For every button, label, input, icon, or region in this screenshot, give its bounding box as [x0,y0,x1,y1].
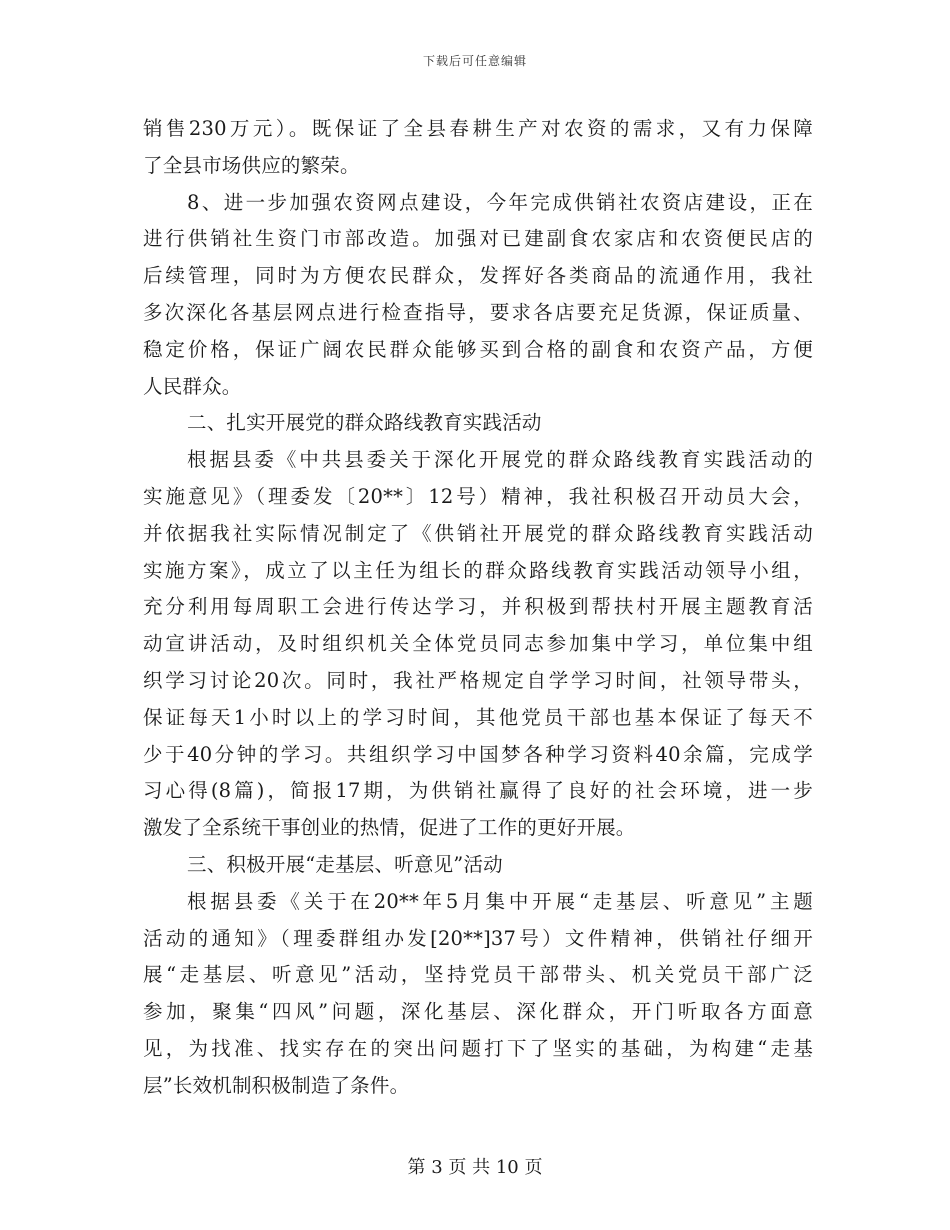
text-line: 少于40分钟的学习。共组织学习中国梦各种学习资料40余篇，完成学 [143,742,813,766]
text-line: 多次深化各基层网点进行检查指导，要求各店要充足货源，保证质量、 [143,300,813,324]
text-line: 根据县委《关于在20**年5月集中开展“走基层、听意见”主题 [187,889,813,913]
text-line: 展“走基层、听意见”活动，坚持党员干部带头、机关党员干部广泛 [143,963,813,987]
text-line: 动宣讲活动，及时组织机关全体党员同志参加集中学习，单位集中组 [143,632,813,656]
text-line: 根据县委《中共县委关于深化开展党的群众路线教育实践活动的 [187,448,813,472]
page-header: 下载后可任意编辑 [422,54,527,68]
text-line: 人民群众。 [143,374,242,398]
text-line: 充分利用每周职工会进行传达学习，并积极到帮扶村开展主题教育活 [143,595,813,619]
text-line: 活动的通知》（理委群组办发[20**]37号）文件精神，供销社仔细开 [143,926,813,950]
text-line: 后续管理，同时为方便农民群众，发挥好各类商品的流通作用，我社 [143,264,813,288]
text-line: 销售230万元）。既保证了全县春耕生产对农资的需求，又有力保障 [143,117,813,140]
text-line: 参加，聚集“四风”问题，深化基层、深化群众，开门听取各方面意 [143,1000,813,1024]
text-line: 稳定价格，保证广阔农民群众能够买到合格的副食和农资产品，方便 [143,337,813,361]
text-line: 实施意见》（理委发〔20**〕12号）精神，我社积极召开动员大会， [143,484,813,508]
page-number: 第 3 页 共 10 页 [407,1157,543,1178]
text-line: 进行供销社生资门市部改造。加强对已建副食农家店和农资便民店的 [143,227,813,251]
text-line: 层”长效机制积极制造了条件。 [143,1073,410,1097]
text-line: 并依据我社实际情况制定了《供销社开展党的群众路线教育实践活动 [143,521,813,545]
text-line: 激发了全系统干事创业的热情，促进了工作的更好开展。 [143,816,636,840]
text-line: 了全县市场供应的繁荣。 [143,153,360,177]
text-line: 见，为找准、找实存在的突出问题打下了坚实的基础，为构建“走基 [143,1036,813,1060]
section-heading: 二、扎实开展党的群众路线教育实践活动 [187,411,542,435]
text-line: 习心得(8篇)，简报17期，为供销社赢得了良好的社会环境，进一步 [143,779,813,803]
text-line: 实施方案》，成立了以主任为组长的群众路线教育实践活动领导小组， [143,558,813,582]
text-line: 织学习讨论20次。同时，我社严格规定自学学习时间，社领导带头， [143,668,813,692]
section-heading: 三、积极开展“走基层、听意见”活动 [187,852,503,876]
text-line: 保证每天1小时以上的学习时间，其他党员干部也基本保证了每天不 [143,705,813,729]
document-body [143,111,813,1105]
text-line: 8、进一步加强农资网点建设，今年完成供销社农资店建设，正在 [187,190,813,214]
